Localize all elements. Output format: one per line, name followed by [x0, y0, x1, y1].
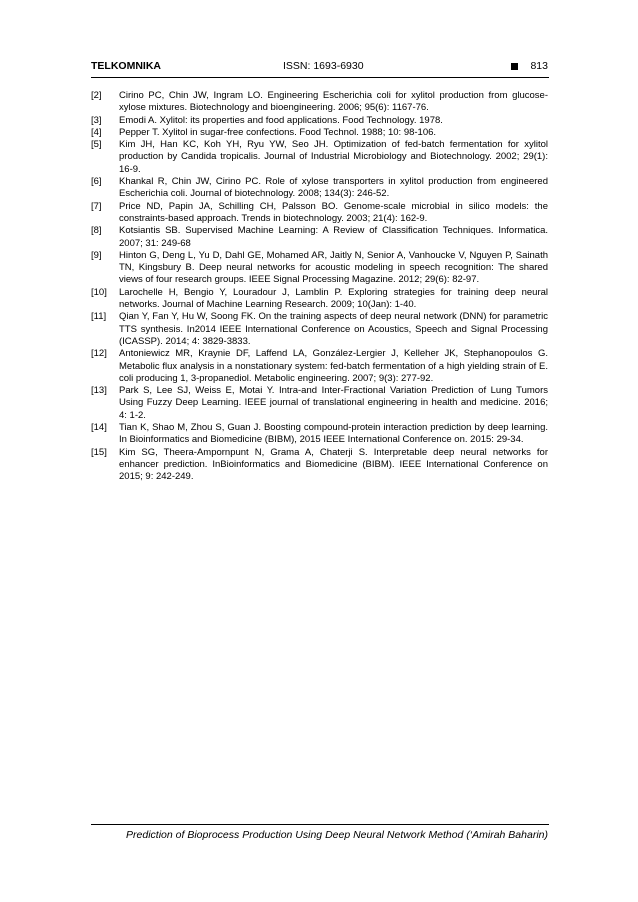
reference-number: [7] [91, 200, 102, 212]
reference-item [91, 139, 548, 176]
reference-text: Antoniewicz MR, Kraynie DF, Laffend LA, González-Lergier J, Kelleher JK, Stephanopoulos G. Metabolic flux analysis in a nonstationary system: fed-batch fermentation of a high yielding strain of E. coli producing 1, 3-propanediol. Metabolic engineering. 2007; 9(3): 277-92. [119, 348, 548, 384]
reference-number: [15] [91, 446, 107, 458]
reference-item [91, 225, 548, 250]
reference-text: Khankal R, Chin JW, Cirino PC. Role of xylose transporters in xylitol production from engineered Escherichia coli. Journal of biotechnology. 2008; 134(3): 246-52. [119, 176, 548, 200]
issn: ISSN: 1693-6930 [283, 60, 364, 72]
reference-number: [8] [91, 225, 102, 237]
page-header [91, 60, 548, 74]
reference-number: [12] [91, 348, 107, 360]
reference-number: [6] [91, 176, 102, 188]
reference-list [91, 90, 548, 484]
reference-item [91, 115, 548, 127]
header-rule [91, 77, 549, 78]
reference-text: Emodi A. Xylitol: its properties and food applications. Food Technology. 1978. [119, 114, 443, 126]
reference-text: Hinton G, Deng L, Yu D, Dahl GE, Mohamed AR, Jaitly N, Senior A, Vanhoucke V, Nguyen P, Sainath TN, Kingsbury B. Deep neural networks for acoustic modeling in speech recognition: The shared views of four research groups. IEEE Signal Processing Magazine. 2012; 29(6): 82-97. [119, 249, 548, 286]
reference-text: Kim SG, Theera-Ampornpunt N, Grama A, Chaterji S. Interpretable deep neural networks for enhancer prediction. InBioinformatics and Biomedicine (BIBM). IEEE International Conference on 2015; 9: 242-249. [119, 446, 548, 483]
reference-number: [14] [91, 422, 107, 434]
reference-item [91, 447, 548, 484]
footer-rule [91, 824, 549, 825]
reference-text: Park S, Lee SJ, Weiss E, Motai Y. Intra-and Inter-Fractional Variation Prediction of Lung Tumors Using Fuzzy Deep Learning. IEEE journal of translational engineering in health and medicine. 2016; 4: 1-2. [119, 385, 548, 421]
header-right [511, 60, 548, 72]
reference-number: [11] [91, 311, 107, 323]
reference-text: Price ND, Papin JA, Schilling CH, Palsson BO. Genome-scale microbial in silico models: the constraints-based approach. Trends in biotechnology. 2003; 21(4): 162-9. [119, 200, 548, 224]
reference-number: [4] [91, 126, 102, 138]
reference-text: Cirino PC, Chin JW, Ingram LO. Engineering Escherichia coli for xylitol production from glucose-xylose mixtures. Biotechnology and bioengineering. 2006; 95(6): 1167-76. [119, 90, 548, 114]
reference-number: [9] [91, 249, 102, 261]
reference-text: Kotsiantis SB. Supervised Machine Learning: A Review of Classification Techniques. Informatica. 2007; 31: 249-68 [119, 225, 548, 249]
reference-item [91, 90, 548, 115]
reference-number: [3] [91, 114, 102, 126]
reference-item [91, 311, 548, 348]
page-number: 813 [530, 60, 548, 72]
reference-text: Tian K, Shao M, Zhou S, Guan J. Boosting compound-protein interaction prediction by deep learning. In Bioinformatics and Biomedicine (BIBM), 2015 IEEE International Conference on. 2015: 29-34. [119, 422, 548, 446]
reference-text: Pepper T. Xylitol in sugar-free confections. Food Technol. 1988; 10: 98-106. [119, 126, 437, 138]
reference-number: [13] [91, 385, 107, 397]
reference-text: Kim JH, Han KC, Koh YH, Ryu YW, Seo JH. Optimization of fed-batch fermentation for xylitol production by Candida tropicalis. Journal of Industrial Microbiology and Biotechnology. 2002; 29(1): 16-9. [119, 139, 548, 175]
reference-item [91, 287, 548, 312]
reference-text: Larochelle H, Bengio Y, Louradour J, Lamblin P. Exploring strategies for training deep neural networks. Journal of Machine Learning Research. 2009; 10(Jan): 1-40. [119, 286, 548, 311]
reference-number: [2] [91, 90, 102, 101]
page-footer: Prediction of Bioprocess Production Using Deep Neural Network Method (‘Amirah Baharin) [126, 829, 548, 841]
reference-item [91, 348, 548, 385]
reference-number: [10] [91, 286, 107, 298]
reference-item [91, 250, 548, 287]
square-bullet-icon [511, 63, 518, 70]
reference-item [91, 385, 548, 422]
reference-item [91, 127, 548, 139]
reference-text: Qian Y, Fan Y, Hu W, Soong FK. On the training aspects of deep neural network (DNN) for parametric TTS synthesis. In2014 IEEE International Conference on Acoustics, Speech and Signal Processing (ICASSP). 2014; 4: 3829-3833. [119, 311, 548, 347]
journal-name: TELKOMNIKA [91, 60, 161, 72]
reference-item [91, 422, 548, 447]
reference-item [91, 201, 548, 226]
reference-item [91, 176, 548, 201]
reference-number: [5] [91, 139, 102, 151]
